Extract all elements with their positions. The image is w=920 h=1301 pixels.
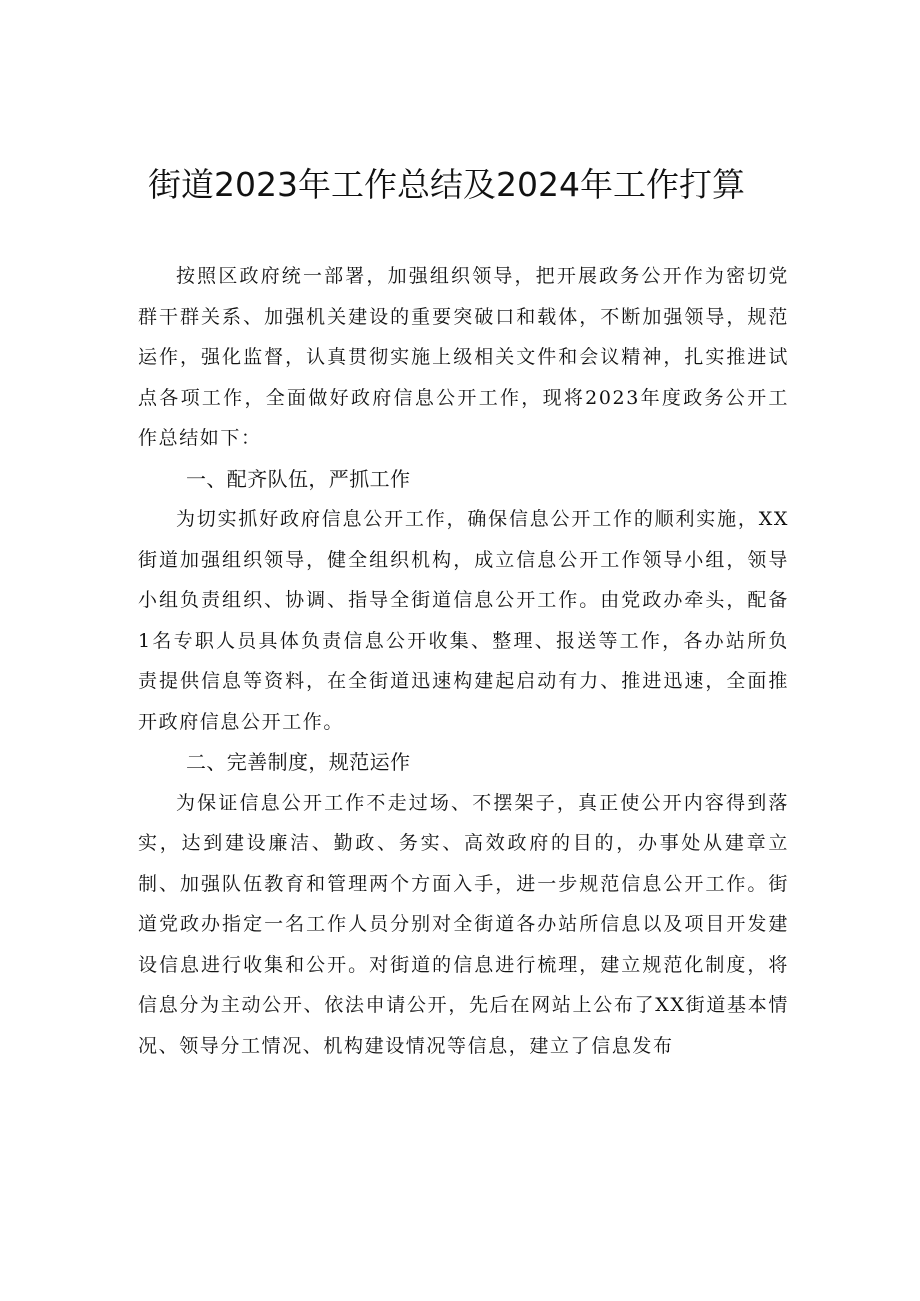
section-heading-2: 二、完善制度，规范运作 — [186, 750, 411, 774]
section-body-1: 为切实抓好政府信息公开工作，确保信息公开工作的顺利实施，XX街道加强组织领导，健全组织机构，成立信息公开工作领导小组，领导小组负责组织、协调、指导全街道信息公开工作。由党政办牵头，配备1名专职人员具体负责信息公开收集、整理、报送等工作，各办站所负责提供信息等资料，在全街道迅速构建起启动有力、推进迅速，全面推开政府信息公开工作。 — [138, 508, 789, 733]
section-heading-1: 一、配齐队伍，严抓工作 — [186, 466, 411, 491]
section-body-2: 为保证信息公开工作不走过场、不摆架子，真正使公开内容得到落实，达到建设廉洁、勤政、务实、高效政府的目的，办事处从建章立制、加强队伍教育和管理两个方面入手，进一步规范信息公开工作。街道党政办指定一名工作人员分别对全街道各办站所信息以及项目开发建设信息进行收集和公开。对街道的信息进行梳理，建立规范化制度，将信息分为主动公开、依法申请公开，先后在网站上公布了XX街道基本情况、领导分工情况、机构建设情况等信息，建立了信息发布 — [138, 791, 789, 1057]
document-body — [138, 256, 789, 1066]
document-title: 街道2023年工作总结及2024年工作打算 — [148, 165, 745, 204]
intro-paragraph: 按照区政府统一部署，加强组织领导，把开展政务公开作为密切党群干群关系、加强机关建设的重要突破口和载体，不断加强领导，规范运作，强化监督，认真贯彻实施上级相关文件和会议精神，扎实推进试点各项工作，全面做好政府信息公开工作，现将2023年度政务公开工作总结如下： — [138, 265, 789, 449]
